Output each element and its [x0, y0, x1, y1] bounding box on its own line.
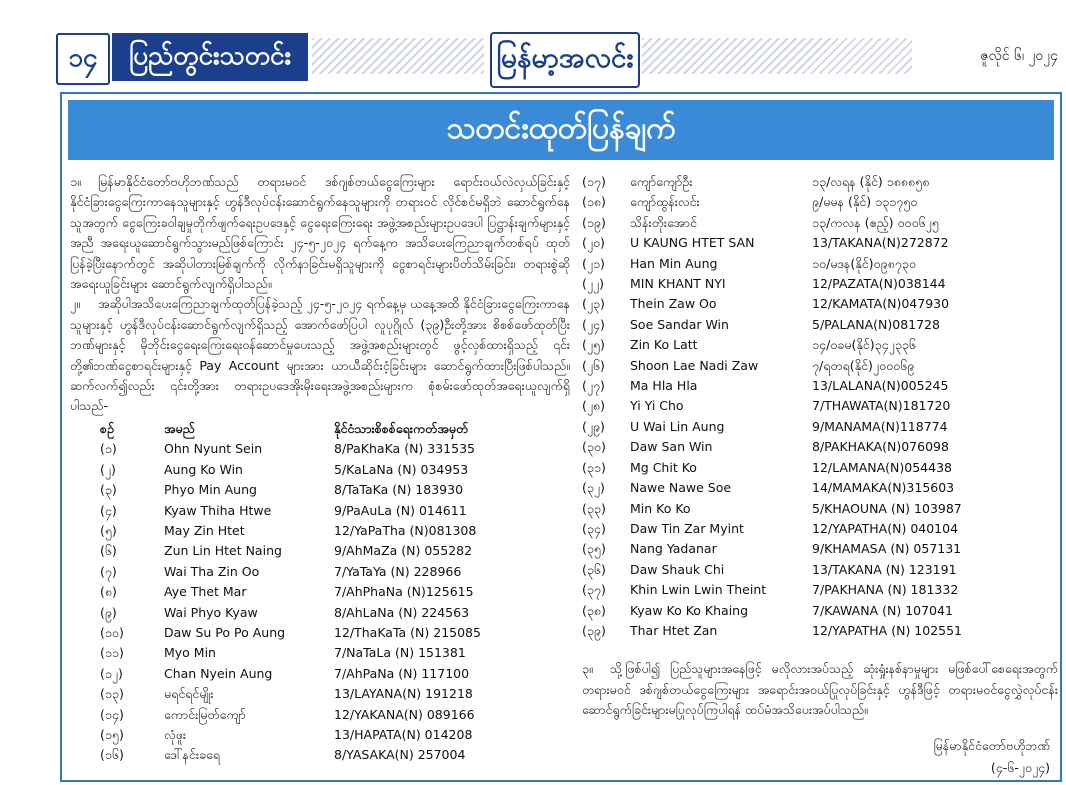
table-row: [582, 560, 962, 580]
table-row: [582, 315, 962, 335]
person-name: Zin Ko Latt: [630, 337, 698, 353]
person-name: Daw Shauk Chi: [630, 561, 725, 577]
masthead: [0, 0, 1066, 90]
paragraph-3-number: ၃။: [582, 661, 593, 677]
person-nrc: 9/KHAMASA (N) 057131: [812, 541, 962, 557]
person-serial: (၂၀): [582, 235, 605, 251]
person-name: Ma Hla Hla: [630, 378, 698, 394]
table-row: [100, 582, 481, 602]
table-row: [582, 213, 962, 233]
person-serial: (၂၈): [582, 398, 606, 414]
person-serial: (၃၀): [582, 439, 606, 455]
person-serial: (၈): [100, 584, 117, 600]
person-name: May Zin Htet: [164, 522, 245, 538]
persons-list-left: [100, 439, 481, 766]
persons-table-left: [100, 419, 481, 766]
person-name: မရင်ရင်မျိုး: [164, 686, 214, 702]
person-nrc: 7/THAWATA(N)181720: [812, 398, 951, 414]
press-release-title: သတင်းထုတ်ပြန်ချက်: [68, 100, 1054, 160]
person-serial: (၃): [100, 482, 117, 498]
table-row: [582, 519, 962, 539]
person-serial: (၃၃): [582, 500, 606, 516]
person-name: MIN KHANT NYI: [630, 276, 726, 292]
person-name: Shoon Lae Nadi Zaw: [630, 357, 759, 373]
table-row: [100, 745, 481, 765]
person-nrc: 7/PAKHANA (N) 181332: [812, 582, 959, 598]
person-serial: (၁၇): [582, 174, 606, 189]
table-row: [582, 192, 962, 212]
person-nrc: 12/YAKANA(N) 089166: [334, 706, 475, 722]
person-nrc: 13/LAYANA(N) 191218: [334, 686, 473, 702]
person-name: Ohn Nyunt Sein: [164, 441, 263, 457]
person-nrc: 8/TaTaKa (N) 183930: [334, 482, 464, 498]
person-serial: (၁၄): [100, 706, 124, 722]
person-name: Yi Yi Cho: [630, 398, 684, 414]
table-row: [100, 603, 481, 623]
person-nrc: 12/PAZATA(N)038144: [812, 276, 946, 292]
page-number: ၁၄: [56, 33, 110, 85]
person-serial: (၂၉): [582, 418, 605, 434]
person-name: ကျော်ထွန်းလင်း: [630, 194, 700, 210]
person-name: သိန်းတိုးအောင်: [630, 214, 697, 230]
person-serial: (၂၄): [582, 316, 605, 332]
person-name: Han Min Aung: [630, 255, 718, 271]
paragraph-3: [582, 659, 1058, 720]
table-row: [582, 254, 962, 274]
person-serial: (၂၂): [582, 276, 605, 292]
header-name: အမည်: [164, 420, 195, 436]
person-serial: (၁၂): [100, 665, 123, 681]
person-name: Kyaw Thiha Htwe: [164, 502, 272, 518]
paragraph-1: [70, 172, 570, 294]
person-nrc: 9/AhMaZa (N) 055282: [334, 543, 473, 559]
person-serial: (၃၈): [582, 602, 606, 618]
signature-organization: မြန်မာနိုင်ငံတော်ဗဟိုဘဏ်: [933, 737, 1050, 753]
person-serial: (၁၃): [100, 686, 124, 702]
table-row: [582, 621, 962, 641]
person-name: Min Ko Ko: [630, 500, 691, 516]
person-name: Aye Thet Mar: [164, 584, 247, 600]
person-nrc: 8/YASAKA(N) 257004: [334, 747, 466, 763]
person-serial: (၅): [100, 522, 117, 538]
person-nrc: ၉/မမန (နိုင်) ၁၃၁၇၅၀: [812, 194, 918, 210]
table-row: [582, 458, 962, 478]
person-serial: (၉): [100, 604, 117, 620]
press-release-frame: [60, 92, 1062, 782]
persons-list-right: [582, 172, 962, 641]
person-name: Daw Su Po Po Aung: [164, 624, 286, 640]
table-row: [100, 480, 481, 500]
person-name: Daw San Win: [630, 439, 713, 455]
person-serial: (၁၆): [100, 747, 124, 763]
person-serial: (၄): [100, 502, 117, 518]
person-nrc: 12/LAMANA(N)054438: [812, 459, 952, 475]
table-row: [582, 274, 962, 294]
person-name: Aung Ko Win: [164, 461, 243, 477]
person-nrc: 13/TAKANA (N) 123191: [812, 561, 957, 577]
person-nrc: 12/YAPATHA (N) 102551: [812, 622, 963, 638]
decorative-hatch-left: [312, 38, 484, 74]
paragraph-2-number: ၂။: [70, 296, 80, 312]
person-nrc: 12/KAMATA(N)047930: [812, 296, 950, 312]
table-row: [582, 294, 962, 314]
paragraph-3-text: သို့ဖြစ်ပါ၍ ပြည်သူများအနေဖြင့် မလိုလားအပ်သည့် ဆုံးရှုံးနစ်နာမှုများ မဖြစ်ပေါ်စေရေးအတွက် တရားမဝင် ဒစ်ဂျစ်တယ်ငွေကြေးများ အရောင်းအဝယ်ပြုလုပ်ခြင်းနှင့် ဟွန်ဒီဖြင့် တရားမဝင်ငွေလွှဲလုပ်ငန်းဆောင်ရွက်ခြင်းများမပြုလုပ်ကြပါရန် ထပ်မံအသိပေးအပ်ပါသည်။: [582, 661, 1058, 718]
table-row: [100, 460, 481, 480]
person-serial: (၆): [100, 543, 117, 559]
person-serial: (၃၉): [582, 622, 606, 638]
table-row: [582, 172, 962, 192]
paragraph-1-number: ၁။: [70, 174, 81, 189]
person-serial: (၃၆): [582, 561, 606, 577]
table-row: [582, 233, 962, 253]
person-name: Nang Yadanar: [630, 541, 717, 557]
person-nrc: ၁၃/လရန (နိုင်) ၁၈၈၈၅၈: [812, 174, 930, 189]
table-row: [582, 335, 962, 355]
table-header-row: [100, 419, 481, 439]
table-row: [582, 437, 962, 457]
person-serial: (၁၀): [100, 624, 124, 640]
person-name: Daw Tin Zar Myint: [630, 520, 744, 536]
person-serial: (၃၁): [582, 459, 606, 475]
person-nrc: 5/PALANA(N)081728: [812, 316, 940, 332]
person-nrc: ၁၄/ဝခမ(နိုင်)၃၄၂၃၃၆: [812, 337, 916, 353]
person-nrc: 8/PaKhaKa (N) 331535: [334, 441, 475, 457]
person-name: U Wai Lin Aung: [630, 418, 725, 434]
person-nrc: 9/MANAMA(N)118774: [812, 418, 948, 434]
table-row: [100, 725, 481, 745]
person-nrc: 9/PaAuLa (N) 014611: [334, 502, 467, 518]
person-nrc: 7/AhPhaNa (N)125615: [334, 584, 474, 600]
table-row: [582, 376, 962, 396]
person-serial: (၁): [100, 441, 117, 457]
table-row: [100, 623, 481, 643]
signature-block: [582, 735, 1058, 779]
table-row: [582, 478, 962, 498]
person-name: U KAUNG HTET SAN: [630, 235, 755, 251]
person-nrc: ၁၀/မဒန(နိုင်)၀၉၈၇၃၀: [812, 255, 916, 271]
table-row: [100, 684, 481, 704]
person-nrc: 12/ThaKaTa (N) 215085: [334, 624, 481, 640]
table-row: [582, 499, 962, 519]
right-column: [582, 172, 1058, 779]
person-serial: (၁၉): [582, 214, 606, 230]
table-row: [100, 643, 481, 663]
person-name: လုံဖူး: [164, 726, 187, 742]
table-row: [582, 580, 962, 600]
person-serial: (၃၄): [582, 520, 606, 536]
table-row: [100, 521, 481, 541]
signature-date: (၄-၆-၂၀၂၄): [990, 759, 1050, 775]
person-serial: (၁၈): [582, 194, 606, 210]
person-nrc: 14/MAMAKA(N)315603: [812, 480, 955, 496]
newspaper-title: မြန်မာ့အလင်း: [490, 32, 640, 88]
table-row: [100, 562, 481, 582]
table-row: [582, 356, 962, 376]
person-name: Phyo Min Aung: [164, 482, 257, 498]
person-serial: (၇): [100, 563, 117, 579]
table-row: [582, 601, 962, 621]
person-nrc: 7/NaTaLa (N) 151381: [334, 645, 466, 661]
table-row: [100, 501, 481, 521]
person-nrc: ၇/ရတရ(နိုင်)၂၀၀၀၆၉: [812, 357, 915, 373]
paragraph-1-text: မြန်မာနိုင်ငံတော်ဗဟိုဘဏ်သည် တရားမဝင် ဒစ်ဂျစ်တယ်ငွေကြေးများ ရောင်းဝယ်လဲလှယ်ခြင်းနှင့် နိုင်ငံခြားငွေကြေးကာနေသူများနှင့် ဟွန်ဒီလုပ်ငန်းဆောင်ရွက်နေသူများကို တရားဝင် လိုင်စင်မရှိဘဲ ဆောင်ရွက်နေသူအတွက် ငွေကြေးခဝါချမှုတိုက်ဖျက်ရေးဥပဒေနှင့် ငွေရေးကြေးရေး အဖွဲ့အစည်းများဥပဒေပါ ပြဋ္ဌာန်းချက်များနှင့်အညီ အရေးယူဆောင်ရွက်သွားမည်ဖြစ်ကြောင်း ၂၄-၅-၂၀၂၄ ရက်နေ့က အသိပေးကြေညာချက်တစ်ရပ် ထုတ်ပြန်ခဲ့ပြီးနောက်တွင် အဆိုပါတားမြစ်ချက်ကို လိုက်နာခြင်းမရှိသူများကို ငွေစာရင်းများပိတ်သိမ်းခြင်း၊ တရားစွဲဆိုအရေးယူခြင်းများ ဆောင်ရွက်လျက်ရှိပါသည်။: [70, 174, 570, 292]
table-row: [582, 396, 962, 416]
person-serial: (၂၇): [582, 378, 605, 394]
person-serial: (၁၁): [100, 645, 124, 661]
person-serial: (၂): [100, 461, 116, 477]
header-serial: စဉ်: [100, 420, 114, 436]
person-name: Kyaw Ko Ko Khaing: [630, 602, 749, 618]
person-nrc: 12/YAPATHA(N) 040104: [812, 520, 959, 536]
person-name: Zun Lin Htet Naing: [164, 543, 282, 559]
person-nrc: 8/AhLaNa (N) 224563: [334, 604, 470, 620]
person-name: Wai Phyo Kyaw: [164, 604, 258, 620]
person-name: Soe Sandar Win: [630, 316, 729, 332]
person-name: Khin Lwin Lwin Theint: [630, 582, 767, 598]
header-nrc: နိုင်ငံသားစိစစ်ရေးကတ်အမှတ်: [334, 420, 469, 436]
table-row: [100, 541, 481, 561]
decorative-hatch-right: [642, 38, 912, 74]
issue-date: ဇူလိုင် ၆၊ ၂၀၂၄: [980, 48, 1058, 64]
person-nrc: 8/PAKHAKA(N)076098: [812, 439, 949, 455]
person-name: Wai Tha Zin Oo: [164, 563, 260, 579]
section-label: ပြည်တွင်းသတင်း: [112, 33, 308, 81]
table-row: [100, 439, 481, 459]
person-serial: (၂၆): [582, 357, 605, 373]
person-serial: (၃၇): [582, 582, 606, 598]
person-serial: (၂၃): [582, 296, 605, 312]
person-nrc: 7/KAWANA (N) 107041: [812, 602, 953, 618]
person-serial: (၃၂): [582, 480, 605, 496]
person-nrc: 12/YaPaTha (N)081308: [334, 522, 477, 538]
person-name: ဒေါ်နင်းခရေ: [164, 747, 221, 763]
person-name: Chan Nyein Aung: [164, 665, 273, 681]
person-nrc: 13/LALANA(N)005245: [812, 378, 949, 394]
person-nrc: 5/KaLaNa (N) 034953: [334, 461, 469, 477]
person-nrc: ၁၃/ကလန (ဧည့်) ၀၀၀၆၂၅: [812, 214, 939, 230]
person-nrc: 7/AhPaNa (N) 117100: [334, 665, 470, 681]
person-name: Mg Chit Ko: [630, 459, 697, 475]
person-name: Thein Zaw Oo: [630, 296, 717, 312]
person-name: Myo Min: [164, 645, 216, 661]
paragraph-2-text: အဆိုပါအသိပေးကြေညာချက်ထုတ်ပြန်ခဲ့သည့် ၂၄-၅-၂၀၂၄ ရက်နေ့မှ ယနေ့အထိ နိုင်ငံခြားငွေကြေးကာနေသူများနှင့် ဟွန်ဒီလုပ်ငန်းဆောင်ရွက်လျက်ရှိသည့် အောက်ဖော်ပြပါ လူပုဂ္ဂိုလ် (၃၉)ဦးတို့အား စိစစ်ဖော်ထုတ်ပြီး ဘဏ်များနှင့် မိုဘိုင်းငွေရေးကြေးရေးဝန်ဆောင်မှုပေးသည့် အဖွဲ့အစည်းများတွင် ဖွင့်လှစ်ထားရှိသည့် ၎င်းတို့၏ဘဏ်ငွေစာရင်းများနှင့် Pay Account များအား ယာယီဆိုင်းငံ့ခြင်းများ ဆောင်ရွက်ထားပြီးဖြစ်ပါသည်။ ဆက်လက်၍လည်း ၎င်းတို့အား တရားဥပဒေအိုးမိုးရေးအဖွဲ့အစည်းများက စုံစမ်းဖော်ထုတ်အရေးယူလျက်ရှိပါသည်-: [70, 296, 570, 414]
table-row: [100, 664, 481, 684]
paragraph-2: [70, 294, 570, 416]
left-column: [70, 172, 570, 766]
table-row: [582, 539, 962, 559]
person-name: ကျော်ကျော်ဦး: [630, 174, 693, 189]
person-serial: (၁၅): [100, 726, 124, 742]
person-nrc: 5/KHAOUNA (N) 103987: [812, 500, 962, 516]
person-nrc: 13/TAKANA(N)272872: [812, 235, 949, 251]
person-serial: (၂၅): [582, 337, 605, 353]
person-name: ကောင်းမြတ်ကျော်: [164, 706, 246, 722]
person-nrc: 13/HAPATA(N) 014208: [334, 726, 473, 742]
person-name: Nawe Nawe Soe: [630, 480, 732, 496]
person-name: Thar Htet Zan: [630, 622, 718, 638]
person-serial: (၃၅): [582, 541, 606, 557]
table-row: [582, 417, 962, 437]
persons-table-right: [582, 172, 962, 641]
person-nrc: 7/YaTaYa (N) 228966: [334, 563, 462, 579]
table-row: [100, 705, 481, 725]
person-serial: (၂၁): [582, 255, 605, 271]
